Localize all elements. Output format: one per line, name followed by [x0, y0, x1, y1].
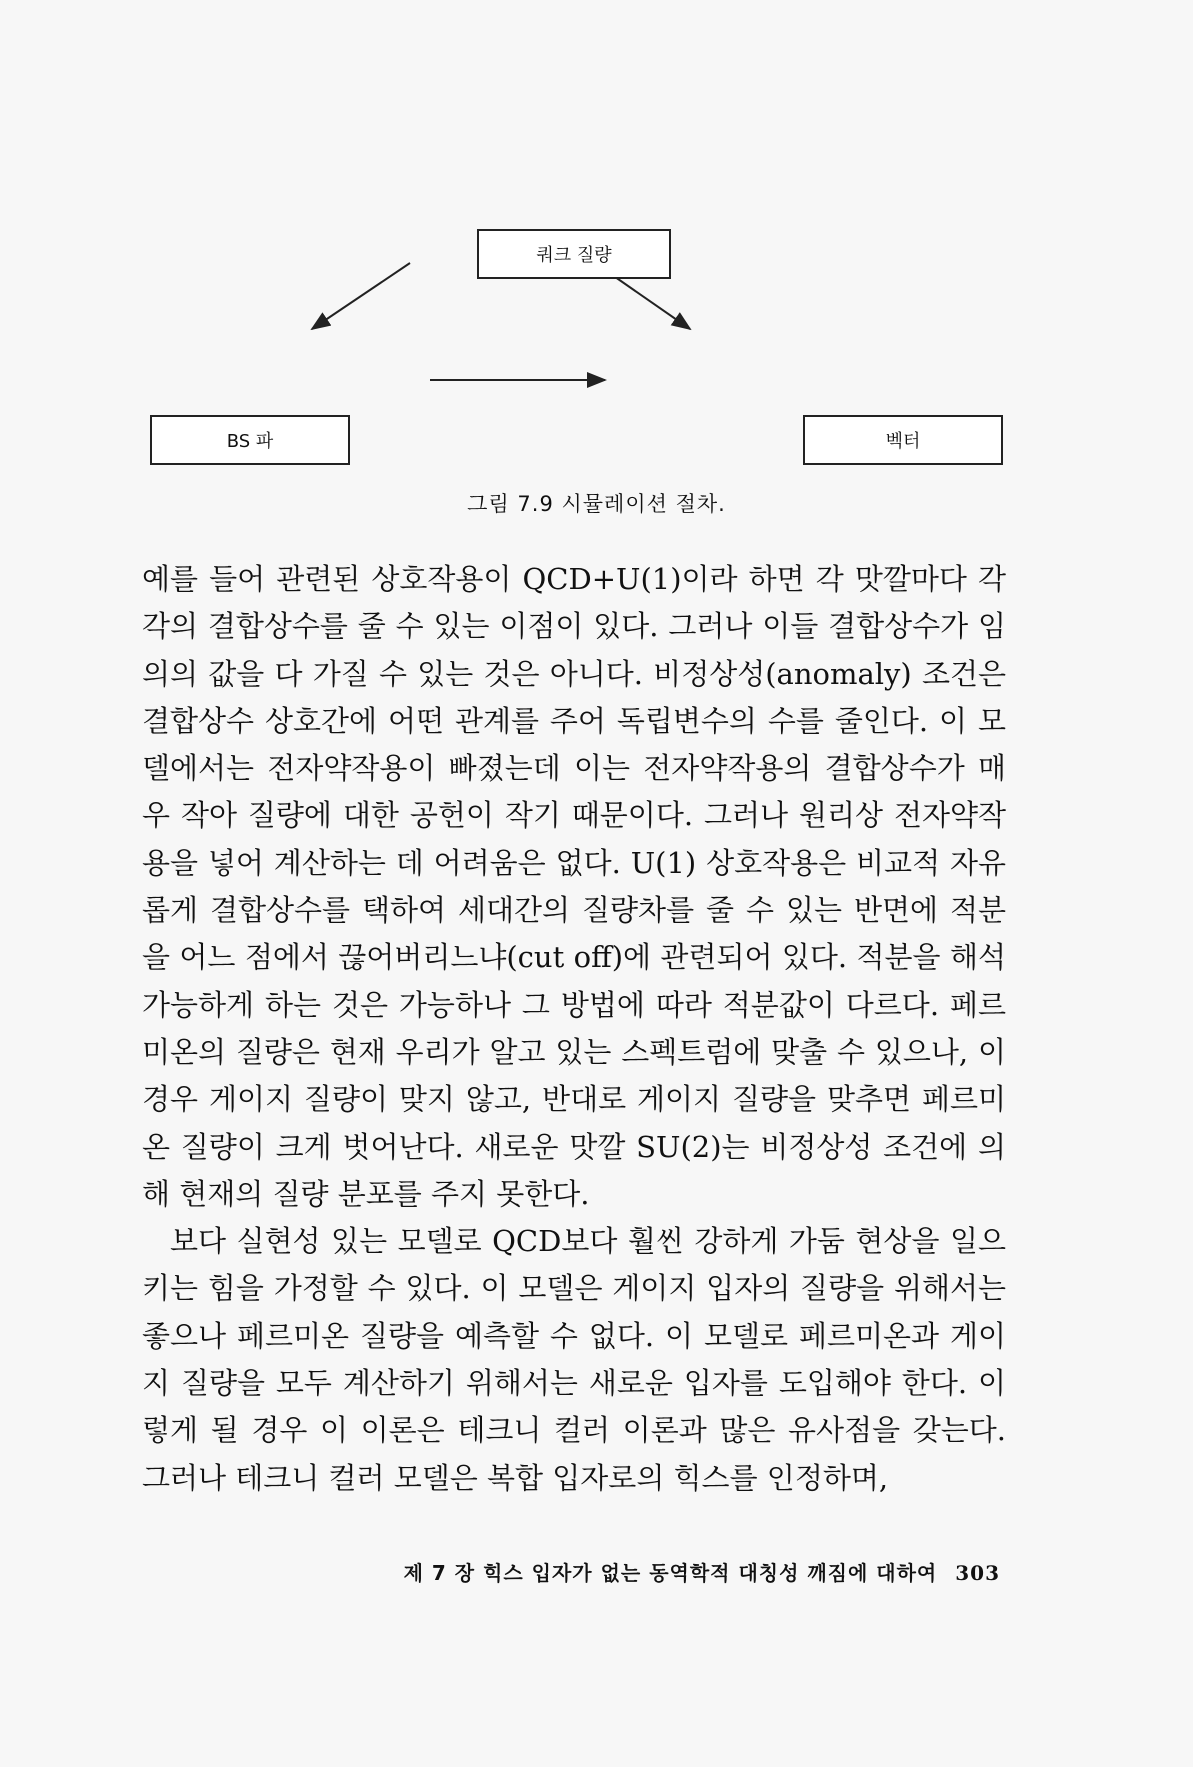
node-quark-mass: 쿼크 질량: [477, 229, 671, 279]
running-title: 제 7 장 힉스 입자가 없는 동역학적 대칭성 깨짐에 대하여: [403, 1561, 938, 1585]
paragraph-2: 보다 실현성 있는 모델로 QCD보다 훨씬 강하게 가둠 현상을 일으키는 힘을 가정할 수 있다. 이 모델은 게이지 입자의 질량을 위해서는 좋으나 페르미온 질량을 예측할 수 없다. 이 모델로 페르미온과 게이지 질량을 모두 계산하기 위해서는 새로운 입자를 도입해야 한다. 이렇게 될 경우 이 이론은 테크니 컬러 이론과 많은 유사점을 갖는다. 그러나 테크니 컬러 모델은 복합 입자로의 힉스를 인정하며,: [142, 1224, 1006, 1495]
body-text: [142, 556, 1006, 1502]
node-bs-wave: BS 파: [150, 415, 350, 465]
figure-caption: 그림 7.9 시뮬레이션 절차.: [467, 492, 726, 516]
paragraph-1: 예를 들어 관련된 상호작용이 QCD+U(1)이라 하면 각 맛깔마다 각각의 결합상수를 줄 수 있는 이점이 있다. 그러나 이들 결합상수가 임의의 값을 다 가질 수 있는 것은 아니다. 비정상성(anomaly) 조건은 결합상수 상호간에 어떤 관계를 주어 독립변수의 수를 줄인다. 이 모델에서는 전자약작용이 빠졌는데 이는 전자약작용의 결합상수가 매우 작아 질량에 대한 공헌이 작기 때문이다. 그러나 원리상 전자약작용을 넣어 계산하는 데 어려움은 없다. U(1) 상호작용은 비교적 자유롭게 결합상수를 택하여 세대간의 질량차를 줄 수 있는 반면에 적분을 어느 점에서 끊어버리느냐(cut off)에 관련되어 있다. 적분을 해석 가능하게 하는 것은 가능하나 그 방법에 따라 적분값이 다르다. 페르미온의 질량은 현재 우리가 알고 있는 스펙트럼에 맞출 수 있으나, 이 경우 게이지 질량이 맞지 않고, 반대로 게이지 질량을 맞추면 페르미온 질량이 크게 벗어난다. 새로운 맛깔 SU(2)는 비정상성 조건에 의해 현재의 질량 분포를 주지 못한다.: [142, 562, 1006, 1211]
simulation-diagram: [140, 225, 1020, 475]
node-vector: 벡터: [803, 415, 1003, 465]
arrow-top-to-left: [312, 263, 410, 329]
page-footer: [330, 1557, 1000, 1586]
page-number: 303: [955, 1561, 1000, 1585]
